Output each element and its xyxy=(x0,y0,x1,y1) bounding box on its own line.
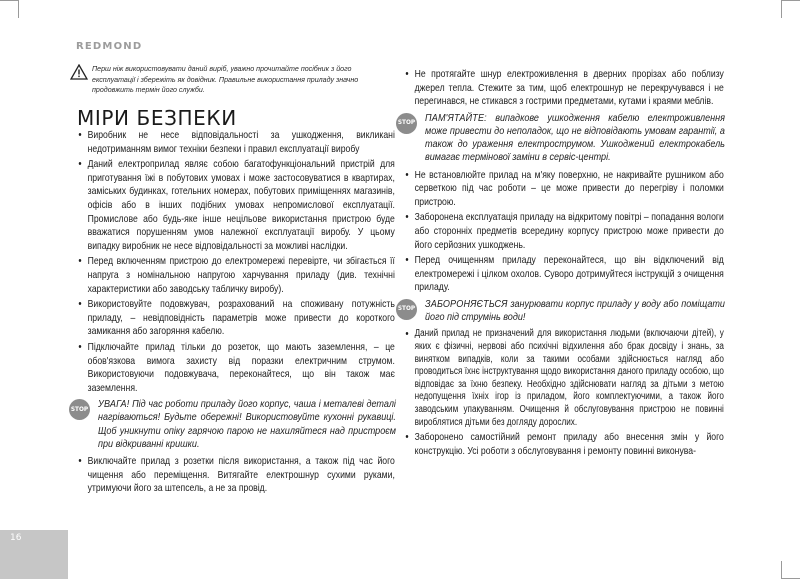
stop-warning xyxy=(70,398,396,451)
stop-warning xyxy=(397,112,725,165)
crop-mark xyxy=(782,0,800,1)
left-column xyxy=(70,129,396,498)
stop-text xyxy=(425,112,725,165)
bullet-text: Заборонена експлуатація приладу на відкритому повітрі – попадання вологи або сторонніх предметів всередину корпусу пристрою може привести до його серйозних ушкоджень. xyxy=(414,212,724,251)
bullet-text: Не встановлюйте прилад на м'яку поверхню, не накривайте рушником або серветкою під час роботи – це може привести до перегріву і поломки пристрою. xyxy=(414,169,724,208)
bullet-icon: • xyxy=(405,68,409,80)
crop-mark xyxy=(781,561,782,579)
bullet-text: Перед очищенням приладу переконайтеся, що він відключений від електромережі і цілком охолов. Суворо дотримуйтеся інструкцій з очищення приладу. xyxy=(414,255,724,294)
bullet-item xyxy=(402,328,724,429)
bullet-icon: • xyxy=(78,298,82,311)
bullet-icon: • xyxy=(78,158,82,171)
bullet-icon: • xyxy=(405,431,409,444)
stop-text xyxy=(98,398,396,451)
bullet-text: Використовуйте подовжувач, розрахований на споживану потужність приладу, – невідповідність параметрів може привести до короткого замикання або загоряння кабелю. xyxy=(87,299,395,338)
bullet-item xyxy=(75,255,395,296)
bullet-item xyxy=(402,68,724,109)
bullet-item xyxy=(402,169,724,210)
bullet-item xyxy=(75,298,395,339)
page-number: 16 xyxy=(10,533,22,543)
bullet-icon: • xyxy=(405,211,409,224)
bullet-icon: • xyxy=(78,129,82,141)
warning-triangle-icon xyxy=(70,64,88,80)
bullet-item xyxy=(402,254,724,295)
bullet-item xyxy=(75,129,395,156)
bullet-icon: • xyxy=(78,340,82,353)
bullet-text: Даний електроприлад являє собою багатофункціональний пристрій для приготування їжі в побутових умовах і може застосовуватися в квартирах, заміських будинках, готельних номерах, побутових приміщеннях магазинів, офісів або в інших подібних умовах непромислової експлуатації. Промислове або будь-яке інше нецільове використання пристрою буде вважатися порушенням умов належної експлуатації виробу. У цьому випадку виробник не несе відповідальності за можливі наслідки. xyxy=(87,159,395,252)
bullet-text: Підключайте прилад тільки до розеток, що мають заземлення, – це обов'язкова вимога захисту від поразки електричним струмом. Використовуючи подовжувача, переконайтеся, що він також має заземлення. xyxy=(87,341,395,394)
stop-body: Під час роботи приладу його корпус, чаша і металеві деталі нагріваються! Будьте обережні! Використовуйте кухонні рукавиці. Щоб уникнути опіку гарячою парою не нахиляйтеся над пристроєм при відкриванні кришки. xyxy=(98,399,396,450)
bullet-text: Даний прилад не призначений для використання людьми (включаючи дітей), у яких є фізичні, нервові або психічні відхилення або брак досвіду і знань, за винятком випадків, коли за такими особами здійснюється нагляд або проводиться їхнє інструктування щодо використання даного приладу особою, що відповідає за їхню безпеку. Необхідно здійснювати нагляд за дітьми з метою недопущення їхніх ігор із приладом, його комплектуючими, а також його заводським упакуванням. Очищення й обслуговування пристрою не повинні вироблятися дітьми без догляду дорослих. xyxy=(414,328,724,428)
stop-icon: STOP xyxy=(69,399,90,420)
stop-body: занурювати корпус приладу у воду або поміщати його під струмінь води! xyxy=(425,298,725,324)
bullet-item xyxy=(75,455,395,496)
warning-text: Перш ніж використовувати даний виріб, уважно прочитайте посібник з його експлуатації і збережіть як довідник. Правильне використання приладу значно продовжить термін його служби. xyxy=(92,65,359,95)
brand-logo: REDMOND xyxy=(76,41,143,52)
bullet-text: Виключайте прилад з розетки після використання, а також під час його чищення або переміщення. Витягайте електрошнур сухими руками, утримуючи його за штепсель, а не за провід. xyxy=(87,456,395,495)
stop-text xyxy=(425,298,725,324)
stop-icon: STOP xyxy=(396,299,417,320)
bullet-item xyxy=(402,211,724,252)
bullet-text: Виробник не несе відповідальності за ушкодження, викликані недотриманням вимог техніки безпеки і правил експлуатації виробу xyxy=(87,130,395,155)
stop-lead: УВАГА! xyxy=(98,399,130,411)
section-title: МІРИ БЕЗПЕКИ xyxy=(77,106,237,130)
bullet-text: Перед включенням пристрою до електромережі перевірте, чи збігається її напруга з номінальною напругою харчування приладу (див. технічні характеристики або заводську табличку виробу). xyxy=(87,256,395,295)
stop-icon: STOP xyxy=(396,113,417,134)
stop-lead: ПАМ'ЯТАЙТЕ: xyxy=(425,112,487,124)
stop-lead: ЗАБОРОНЯЄТЬСЯ xyxy=(425,298,508,310)
bullet-icon: • xyxy=(78,455,82,468)
bullet-text: Не протягайте шнур електроживлення в дверних прорізах або поблизу джерел тепла. Стежите за тим, щоб електрошнур не перекручувався і не перегинався, не стикався з гострими предметами, кутами і краями меблів. xyxy=(414,69,724,108)
bullet-icon: • xyxy=(405,168,409,181)
crop-mark xyxy=(18,0,19,18)
right-column xyxy=(397,68,725,460)
bullet-icon: • xyxy=(78,255,82,268)
bullet-icon: • xyxy=(405,328,409,341)
stop-warning xyxy=(397,298,725,324)
bullet-item xyxy=(75,341,395,395)
crop-mark xyxy=(0,0,18,1)
bullet-text: Заборонено самостійний ремонт приладу або внесення змін у його конструкцію. Усі роботи з обслуговування і ремонту повинні виконува- xyxy=(414,432,724,457)
bullet-icon: • xyxy=(405,254,409,267)
bullet-item xyxy=(402,431,724,458)
bullet-item xyxy=(75,158,395,253)
crop-mark xyxy=(781,0,782,18)
stop-body: випадкове ушкодження кабелю електроживлення може привести до неполадок, що не відповідають умовам гарантії, а також до ураження електрострумом. Ушкоджений електрокабель вимагає термінової заміни в сервіс-центрі. xyxy=(425,112,725,164)
